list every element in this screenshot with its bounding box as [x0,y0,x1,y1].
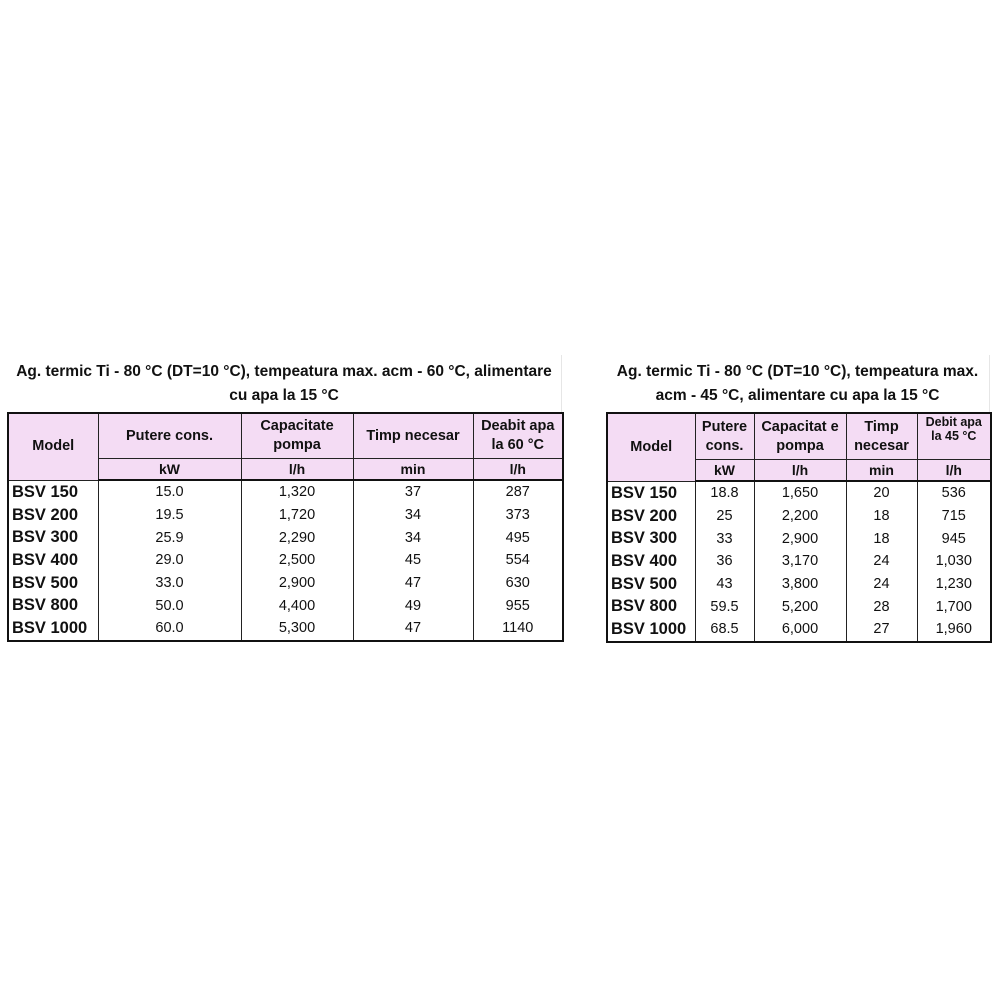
cell-flow: 630 [473,572,563,595]
cell-model: BSV 300 [607,527,695,550]
table-title [606,355,990,412]
unit-flow: l/h [473,459,563,481]
table-row [607,595,991,618]
cell-model: BSV 150 [8,480,98,504]
unit-time: min [353,459,473,481]
cell-pump-capacity: 4,400 [241,594,353,617]
cell-flow: 1,230 [917,573,991,596]
cell-pump-capacity: 6,000 [754,618,846,642]
table-row [607,618,991,642]
cell-model: BSV 800 [607,595,695,618]
cell-flow: 536 [917,481,991,505]
cell-power: 19.5 [98,504,241,527]
unit-pump-capacity: l/h [754,460,846,482]
cell-time: 28 [846,595,917,618]
header-time: Timp necesar [353,413,473,459]
cell-power: 36 [695,550,754,573]
title-line-2: acm - 45 °C, alimentare cu apa la 15 °C [655,386,940,404]
cell-time: 47 [353,617,473,641]
header-power: Putere cons. [98,413,241,459]
cell-flow: 945 [917,527,991,550]
cell-pump-capacity: 2,290 [241,526,353,549]
data-table [606,412,992,643]
cell-flow: 554 [473,549,563,572]
cell-time: 37 [353,480,473,504]
cell-model: BSV 150 [607,481,695,505]
cell-model: BSV 400 [8,549,98,572]
cell-pump-capacity: 2,900 [754,527,846,550]
cell-power: 43 [695,573,754,596]
table-row [8,572,563,595]
cell-time: 18 [846,527,917,550]
cell-power: 33 [695,527,754,550]
cell-model: BSV 1000 [607,618,695,642]
cell-time: 24 [846,573,917,596]
cell-power: 59.5 [695,595,754,618]
cell-flow: 373 [473,504,563,527]
cell-time: 47 [353,572,473,595]
cell-pump-capacity: 5,300 [241,617,353,641]
cell-time: 45 [353,549,473,572]
table-row [8,594,563,617]
table-row [8,504,563,527]
cell-model: BSV 500 [607,573,695,596]
unit-pump-capacity: l/h [241,459,353,481]
header-model: Model [8,413,98,480]
cell-flow: 955 [473,594,563,617]
table-row [8,480,563,504]
cell-power: 60.0 [98,617,241,641]
table-body [8,480,563,641]
cell-power: 68.5 [695,618,754,642]
cell-model: BSV 300 [8,526,98,549]
unit-flow: l/h [917,460,991,482]
cell-power: 33.0 [98,572,241,595]
cell-pump-capacity: 2,200 [754,505,846,528]
title-line-2: cu apa la 15 °C [229,386,339,404]
cell-model: BSV 500 [8,572,98,595]
cell-time: 20 [846,481,917,505]
table-title [7,355,562,412]
header-pump-capacity: Capacitat e pompa [754,413,846,460]
cell-pump-capacity: 2,900 [241,572,353,595]
header-flow: Deabit apa la 60 °C [473,413,563,459]
unit-power: kW [98,459,241,481]
unit-time: min [846,460,917,482]
table-row [8,617,563,641]
cell-pump-capacity: 1,650 [754,481,846,505]
cell-time: 24 [846,550,917,573]
cell-pump-capacity: 2,500 [241,549,353,572]
cell-flow: 1140 [473,617,563,641]
cell-time: 49 [353,594,473,617]
cell-pump-capacity: 1,320 [241,480,353,504]
header-pump-capacity: Capacitate pompa [241,413,353,459]
cell-time: 34 [353,526,473,549]
table-block-45c [606,355,990,643]
cell-flow: 495 [473,526,563,549]
cell-time: 18 [846,505,917,528]
table-row [607,481,991,505]
table-body [607,481,991,642]
header-power: Putere cons. [695,413,754,460]
cell-power: 18.8 [695,481,754,505]
table-row [607,573,991,596]
cell-pump-capacity: 3,170 [754,550,846,573]
cell-flow: 1,030 [917,550,991,573]
header-flow: Debit apa la 45 °C [917,413,991,460]
cell-power: 50.0 [98,594,241,617]
cell-power: 25 [695,505,754,528]
table-row [607,550,991,573]
table-row [8,549,563,572]
cell-model: BSV 400 [607,550,695,573]
cell-pump-capacity: 5,200 [754,595,846,618]
title-line-1: Ag. termic Ti - 80 °C (DT=10 °C), tempeatura max. acm - 60 °C, alimentare [16,362,552,380]
cell-flow: 287 [473,480,563,504]
cell-flow: 1,700 [917,595,991,618]
cell-model: BSV 1000 [8,617,98,641]
header-time: Timp necesar [846,413,917,460]
cell-power: 25.9 [98,526,241,549]
cell-model: BSV 200 [8,504,98,527]
data-table [7,412,564,642]
cell-pump-capacity: 3,800 [754,573,846,596]
table-block-60c [7,355,562,642]
cell-time: 34 [353,504,473,527]
title-line-1: Ag. termic Ti - 80 °C (DT=10 °C), tempeatura max. [616,362,979,380]
cell-pump-capacity: 1,720 [241,504,353,527]
unit-power: kW [695,460,754,482]
cell-flow: 1,960 [917,618,991,642]
table-row [607,527,991,550]
cell-power: 15.0 [98,480,241,504]
table-row [607,505,991,528]
cell-model: BSV 800 [8,594,98,617]
cell-time: 27 [846,618,917,642]
cell-power: 29.0 [98,549,241,572]
table-row [8,526,563,549]
header-model: Model [607,413,695,481]
cell-flow: 715 [917,505,991,528]
cell-model: BSV 200 [607,505,695,528]
